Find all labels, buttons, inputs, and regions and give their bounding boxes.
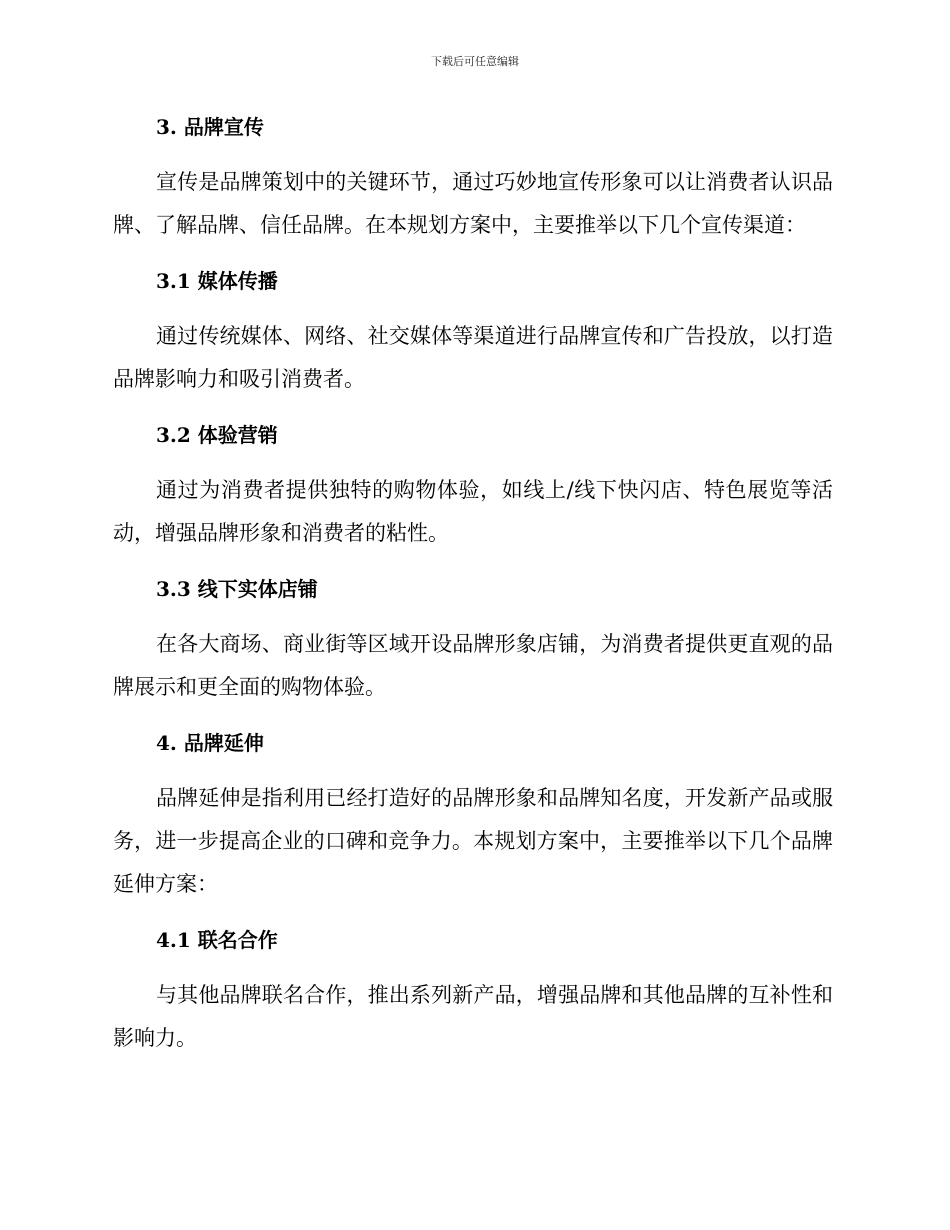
section-paragraph-media-spread: 通过传统媒体、网络、社交媒体等渠道进行品牌宣传和广告投放，以打造品牌影响力和吸引消费者。 [113,324,833,391]
section-heading-media-spread: 3.1 媒体传播 [156,269,278,293]
section-heading-brand-promotion: 3. 品牌宣传 [156,115,264,139]
section-paragraph-co-branding: 与其他品牌联名合作，推出系列新产品，增强品牌和其他品牌的互补性和影响力。 [113,983,833,1050]
section-paragraph-brand-extension: 品牌延伸是指利用已经打造好的品牌形象和品牌知名度，开发新产品或服务，进一步提高企业的口碑和竞争力。本规划方案中，主要推举以下几个品牌延伸方案： [113,786,833,896]
section-heading-experience-marketing: 3.2 体验营销 [156,423,278,447]
section-heading-co-branding: 4.1 联名合作 [156,928,278,952]
section-paragraph-brand-promotion: 宣传是品牌策划中的关键环节，通过巧妙地宣传形象可以让消费者认识品牌、了解品牌、信任品牌。在本规划方案中，主要推举以下几个宣传渠道： [113,170,833,237]
section-paragraph-experience-marketing: 通过为消费者提供独特的购物体验，如线上/线下快闪店、特色展览等活动，增强品牌形象和消费者的粘性。 [113,478,833,545]
document-body [113,106,833,1060]
page-header-note: 下载后可任意编辑 [431,55,519,68]
section-heading-offline-stores: 3.3 线下实体店铺 [156,577,318,601]
section-heading-brand-extension: 4. 品牌延伸 [156,731,264,755]
section-paragraph-offline-stores: 在各大商场、商业街等区域开设品牌形象店铺，为消费者提供更直观的品牌展示和更全面的购物体验。 [113,632,833,699]
